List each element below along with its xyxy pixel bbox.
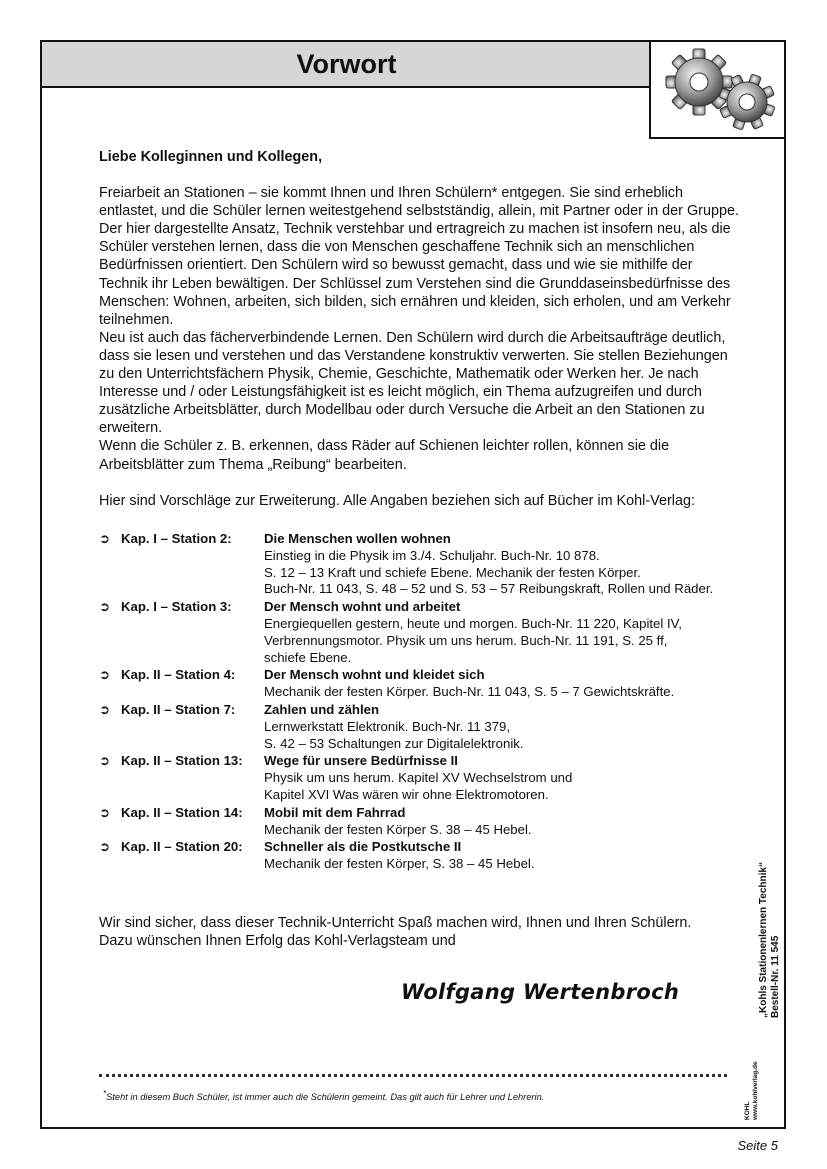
station-reference-line: Buch-Nr. 11 043, S. 48 – 52 und S. 53 – 57 Reibungskraft, Rollen und Räder. — [264, 581, 714, 597]
arrow-icon: ➲ — [99, 667, 111, 683]
station-label: Kap. II – Station 7: — [121, 701, 236, 717]
station-reference-line: S. 12 – 13 Kraft und schiefe Ebene. Mechanik der festen Körper. — [264, 564, 641, 580]
gears-illustration — [649, 40, 786, 139]
arrow-icon: ➲ — [99, 753, 111, 769]
station-reference-line: Mechanik der festen Körper, S. 38 – 45 Hebel. — [264, 856, 535, 872]
station-title: Mobil mit dem Fahrrad — [264, 804, 406, 820]
station-title: Die Menschen wollen wohnen — [264, 531, 451, 546]
publisher-logo — [730, 1050, 760, 1120]
station-reference-line: schiefe Ebene. — [264, 649, 352, 665]
station-row — [99, 753, 739, 803]
station-row — [99, 805, 739, 839]
station-label: Kap. II – Station 4: — [121, 667, 236, 683]
arrow-icon: ➲ — [99, 599, 111, 615]
station-body — [264, 702, 739, 752]
station-body — [264, 839, 739, 873]
station-body — [264, 753, 739, 803]
station-reference-line: Kapitel XVI Was wären wir ohne Elektromotoren. — [264, 786, 549, 802]
page-title — [40, 40, 651, 88]
station-reference-line: Verbrennungsmotor. Physik um uns herum. Buch-Nr. 11 191, S. 25 ff, — [264, 632, 668, 648]
dotted-divider — [99, 1074, 727, 1077]
order-number: Bestell-Nr. 11 545 — [770, 935, 781, 1018]
paragraph: Wenn die Schüler z. B. erkennen, dass Räder auf Schienen leichter rollen, können sie die Arbeitsblätter zum Thema „Reibung“ bearbeiten. — [99, 438, 670, 473]
extension-intro: Hier sind Vorschläge zur Erweiterung. Alle Angaben beziehen sich auf Bücher im Kohl-Verlag: — [99, 492, 695, 509]
station-reference-line: Mechanik der festen Körper S. 38 – 45 Hebel. — [264, 821, 532, 837]
arrow-icon: ➲ — [99, 701, 111, 717]
footnote-text: Steht in diesem Buch Schüler, ist immer auch die Schülerin gemeint. Das gilt auch für Lehrer und Lehrerin. — [106, 1092, 545, 1103]
station-reference-line: Physik um uns herum. Kapitel XV Wechselstrom und — [264, 770, 573, 786]
station-reference-line: Energiequellen gestern, heute und morgen. Buch-Nr. 11 220, Kapitel IV, — [264, 615, 682, 631]
closing-line: Wir sind sicher, dass dieser Technik-Unterricht Spaß machen wird, Ihnen und Ihren Schülern. — [99, 915, 692, 931]
paragraph: Freiarbeit an Stationen – sie kommt Ihnen und Ihren Schülern* entgegen. Sie sind erheblich entlastet, und die Schüler lernen weitestgehend selbstständig, allein, mit Partner oder in der Gruppe. Der hier dargestellte Ansatz, Technik verstehbar und ertragreich zu machen ist insofern neu, als die Schüler verstehen lernen, dass die von Menschen geschaffene Technik sich an menschlichen Bedürfnissen orientiert. Den Schülern wird so bewusst gemacht, dass und wie sie mithilfe der Technik ihr Leben bewältigen. Der Schlüssel zum Verstehen sind die Grunddaseinsbedürfnisse des Menschen: Wohnen, arbeiten, sich bilden, sich ernähren und kleiden, sich erholen, und am Verkehr teilnehmen. — [99, 185, 739, 328]
station-label: Kap. II – Station 14: — [121, 804, 243, 820]
logo-url: www.kohlverlag.de — [752, 1061, 759, 1120]
station-label: Kap. II – Station 20: — [121, 839, 243, 855]
station-title: Der Mensch wohnt und arbeitet — [264, 599, 461, 615]
station-reference-line: Mechanik der festen Körper. Buch-Nr. 11 043, S. 5 – 7 Gewichtskräfte. — [264, 684, 675, 700]
greeting: Liebe Kolleginnen und Kollegen, — [99, 149, 323, 165]
station-reference-line: S. 42 – 53 Schaltungen zur Digitalelektronik. — [264, 735, 524, 751]
page-number: Seite 5 — [737, 1138, 778, 1153]
station-body — [264, 599, 739, 666]
paragraph: Neu ist auch das fächerverbindende Lernen. Den Schülern wird durch die Arbeitsaufträge deutlich, dass sie lesen und verstehen und das Verstandene konstruktiv verwerten. Sie stellen Beziehungen zu den Unterrichtsfächern Physik, Chemie, Geschichte, Mathematik oder Werken her. Je nach Interesse und / oder Leistungsfähigkeit ist es leicht möglich, ein Thema aufzugreifen und durch zusätzliche Arbeitsblätter, durch Modellbau oder durch Versuche die Arbeit an den Stationen zu erweitern. — [99, 329, 728, 437]
closing-line: Dazu wünschen Ihnen Erfolg das Kohl-Verlagsteam und — [99, 933, 456, 950]
closing — [99, 914, 759, 950]
station-title: Schneller als die Postkutsche II — [264, 839, 462, 855]
station-row — [99, 839, 739, 873]
station-body — [264, 667, 739, 701]
station-body — [264, 531, 739, 598]
book-title: „Kohls Stationenlernen Technik“ — [758, 862, 769, 1018]
station-label: Kap. I – Station 2: — [121, 531, 232, 546]
station-row — [99, 667, 739, 701]
station-row — [99, 599, 739, 666]
station-label: Kap. II – Station 13: — [121, 753, 243, 769]
station-label: Kap. I – Station 3: — [121, 599, 232, 615]
signature: Wolfgang Wertenbroch — [401, 980, 680, 1004]
book-reference — [758, 862, 792, 1018]
arrow-icon: ➲ — [99, 804, 111, 820]
footnote-marker: * — [103, 1089, 107, 1098]
station-row — [99, 702, 739, 752]
station-reference-line: Einstieg in die Physik im 3./4. Schuljahr. Buch-Nr. 10 878. — [264, 547, 600, 563]
station-title: Zahlen und zählen — [264, 701, 380, 717]
station-title: Wege für unsere Bedürfnisse II — [264, 753, 458, 769]
station-row — [99, 531, 739, 598]
station-body — [264, 805, 739, 839]
footnote — [103, 1089, 723, 1102]
station-reference-line: Lernwerkstatt Elektronik. Buch-Nr. 11 379, — [264, 718, 511, 734]
station-title: Der Mensch wohnt und kleidet sich — [264, 667, 485, 683]
arrow-icon: ➲ — [99, 531, 111, 546]
arrow-icon: ➲ — [99, 839, 111, 855]
station-list — [99, 531, 739, 873]
page-title-text: Vorwort — [296, 48, 397, 79]
letter-body — [99, 148, 739, 510]
logo-text: KOHL — [744, 1101, 751, 1120]
gears-icon — [655, 44, 783, 137]
